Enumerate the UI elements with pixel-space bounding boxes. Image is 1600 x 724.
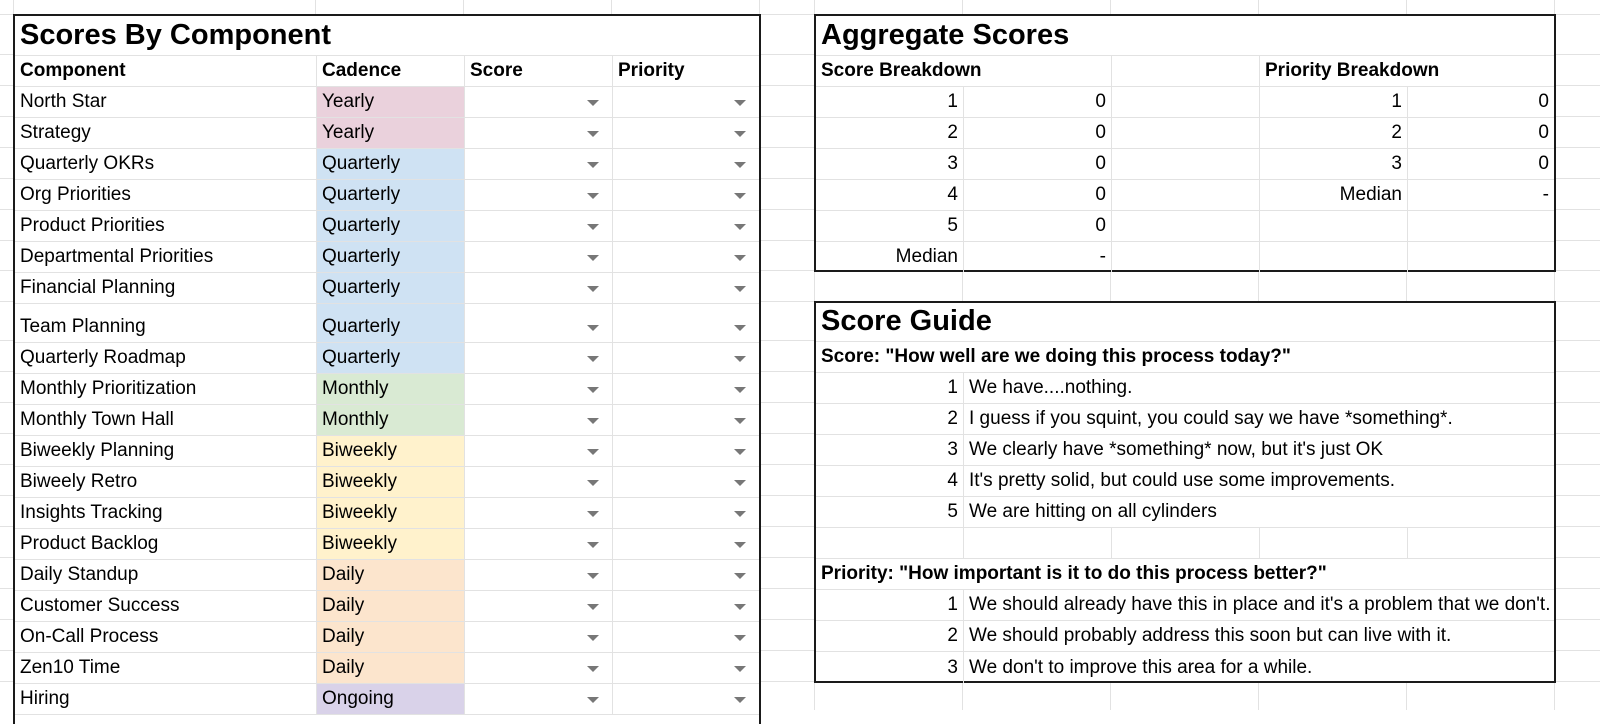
priority-breakdown-key: 3 (1260, 149, 1408, 180)
table-row (15, 467, 759, 498)
score-breakdown-count: 0 (964, 180, 1112, 211)
dropdown-arrow-icon[interactable] (734, 573, 746, 579)
score-dropdown[interactable] (465, 684, 613, 715)
score-dropdown[interactable] (465, 405, 613, 436)
dropdown-arrow-icon[interactable] (734, 697, 746, 703)
score-level-description: We are hitting on all cylinders (964, 497, 1554, 528)
dropdown-arrow-icon[interactable] (587, 356, 599, 362)
column-header-score: Score (465, 56, 613, 87)
dropdown-arrow-icon[interactable] (587, 573, 599, 579)
table-row (15, 436, 759, 467)
component-name: Monthly Prioritization (15, 374, 317, 405)
cadence-cell: Quarterly (317, 304, 465, 343)
priority-dropdown[interactable] (613, 653, 759, 684)
priority-dropdown[interactable] (613, 374, 759, 405)
priority-breakdown-count: 0 (1408, 118, 1554, 149)
score-guide-panel (814, 301, 1556, 683)
dropdown-arrow-icon[interactable] (587, 286, 599, 292)
table-row (15, 529, 759, 560)
score-level-description: It's pretty solid, but could use some improvements. (964, 466, 1554, 497)
table-row (15, 560, 759, 591)
priority-level: 1 (816, 590, 964, 621)
component-name: Strategy (15, 118, 317, 149)
score-dropdown[interactable] (465, 149, 613, 180)
dropdown-arrow-icon[interactable] (734, 635, 746, 641)
cadence-cell: Biweekly (317, 498, 465, 529)
priority-level-description: We should already have this in place and it's a problem that we don't. (964, 590, 1554, 621)
cadence-cell: Daily (317, 591, 465, 622)
cadence-cell: Quarterly (317, 149, 465, 180)
dropdown-arrow-icon[interactable] (734, 193, 746, 199)
dropdown-arrow-icon[interactable] (587, 193, 599, 199)
table-row (15, 211, 759, 242)
priority-breakdown-key: 1 (1260, 87, 1408, 118)
dropdown-arrow-icon[interactable] (587, 325, 599, 331)
component-name: Zen10 Time (15, 653, 317, 684)
score-breakdown-key: 2 (816, 118, 964, 149)
score-dropdown[interactable] (465, 304, 613, 343)
score-level: 4 (816, 466, 964, 497)
component-name: Biweekly Planning (15, 436, 317, 467)
table-row (15, 405, 759, 436)
score-breakdown-key: 1 (816, 87, 964, 118)
header-row (15, 56, 759, 87)
priority-breakdown-key: 2 (1260, 118, 1408, 149)
aggregate-row (816, 211, 1554, 242)
priority-level-description: We should probably address this soon but can live with it. (964, 621, 1554, 652)
cadence-cell: Yearly (317, 87, 465, 118)
score-dropdown[interactable] (465, 498, 613, 529)
priority-dropdown[interactable] (613, 498, 759, 529)
cadence-cell: Quarterly (317, 211, 465, 242)
score-dropdown[interactable] (465, 118, 613, 149)
component-name: Monthly Town Hall (15, 405, 317, 436)
component-name: Financial Planning (15, 273, 317, 304)
scores-by-component-table (13, 14, 761, 724)
cadence-cell: Monthly (317, 374, 465, 405)
score-dropdown[interactable] (465, 211, 613, 242)
score-breakdown-key: 4 (816, 180, 964, 211)
component-name: Hiring (15, 684, 317, 715)
aggregate-row (816, 118, 1554, 149)
dropdown-arrow-icon[interactable] (734, 131, 746, 137)
dropdown-arrow-icon[interactable] (734, 449, 746, 455)
cadence-cell: Biweekly (317, 467, 465, 498)
dropdown-arrow-icon[interactable] (587, 542, 599, 548)
score-question: Score: "How well are we doing this process today?" (816, 342, 1554, 373)
priority-guide-row (816, 652, 1554, 683)
dropdown-arrow-icon[interactable] (734, 356, 746, 362)
dropdown-arrow-icon[interactable] (587, 449, 599, 455)
component-name: Departmental Priorities (15, 242, 317, 273)
dropdown-arrow-icon[interactable] (587, 666, 599, 672)
dropdown-arrow-icon[interactable] (587, 162, 599, 168)
column-header-cadence: Cadence (317, 56, 465, 87)
component-name: Product Backlog (15, 529, 317, 560)
dropdown-arrow-icon[interactable] (587, 131, 599, 137)
cadence-cell: Biweekly (317, 529, 465, 560)
priority-level-description: We don't to improve this area for a while. (969, 657, 1313, 678)
aggregate-row (816, 180, 1554, 211)
dropdown-arrow-icon[interactable] (734, 418, 746, 424)
table-row (15, 304, 759, 343)
priority-dropdown[interactable] (613, 436, 759, 467)
dropdown-arrow-icon[interactable] (734, 255, 746, 261)
priority-breakdown-key (1260, 241, 1408, 272)
score-level-description: We clearly have *something* now, but it's just OK (964, 435, 1554, 466)
component-name: Customer Success (15, 591, 317, 622)
component-name: Org Priorities (15, 180, 317, 211)
table-title: Scores By Component (15, 16, 759, 56)
priority-guide-row (816, 590, 1554, 621)
score-guide-row (816, 435, 1554, 466)
dropdown-arrow-icon[interactable] (734, 542, 746, 548)
score-dropdown[interactable] (465, 653, 613, 684)
score-level: 5 (816, 497, 964, 528)
aggregate-scores-panel (814, 14, 1556, 272)
score-dropdown[interactable] (465, 529, 613, 560)
priority-dropdown[interactable] (613, 343, 759, 374)
dropdown-arrow-icon[interactable] (734, 666, 746, 672)
score-dropdown[interactable] (465, 560, 613, 591)
table-row (15, 374, 759, 405)
dropdown-arrow-icon[interactable] (587, 511, 599, 517)
score-dropdown[interactable] (465, 622, 613, 653)
table-row (15, 684, 759, 715)
priority-dropdown[interactable] (613, 273, 759, 304)
score-breakdown-key: 3 (816, 149, 964, 180)
dropdown-arrow-icon[interactable] (587, 387, 599, 393)
dropdown-arrow-icon[interactable] (587, 697, 599, 703)
score-level: 2 (816, 404, 964, 435)
cadence-cell: Daily (317, 622, 465, 653)
score-guide-row (816, 404, 1554, 435)
score-dropdown[interactable] (465, 591, 613, 622)
priority-dropdown[interactable] (613, 560, 759, 591)
dropdown-arrow-icon[interactable] (587, 100, 599, 106)
score-breakdown-count: 0 (964, 149, 1112, 180)
priority-breakdown-count: 0 (1408, 87, 1554, 118)
aggregate-row (816, 87, 1554, 118)
score-breakdown-key: 5 (816, 211, 964, 242)
component-name: Team Planning (15, 304, 317, 343)
priority-dropdown[interactable] (613, 87, 759, 118)
priority-breakdown-key: Median (1260, 180, 1408, 211)
dropdown-arrow-icon[interactable] (587, 224, 599, 230)
score-dropdown[interactable] (465, 242, 613, 273)
dropdown-arrow-icon[interactable] (587, 635, 599, 641)
dropdown-arrow-icon[interactable] (734, 100, 746, 106)
component-name: Quarterly Roadmap (15, 343, 317, 374)
column-header-component: Component (15, 56, 317, 87)
cadence-cell: Daily (317, 560, 465, 591)
cadence-cell: Biweekly (317, 436, 465, 467)
dropdown-arrow-icon[interactable] (734, 480, 746, 486)
score-guide-row (816, 466, 1554, 497)
component-name: North Star (15, 87, 317, 118)
dropdown-arrow-icon[interactable] (587, 255, 599, 261)
dropdown-arrow-icon[interactable] (734, 511, 746, 517)
dropdown-arrow-icon[interactable] (734, 604, 746, 610)
score-dropdown[interactable] (465, 436, 613, 467)
priority-breakdown-count (1408, 241, 1554, 272)
table-row (15, 622, 759, 653)
cadence-cell: Quarterly (317, 242, 465, 273)
dropdown-arrow-icon[interactable] (734, 162, 746, 168)
score-dropdown[interactable] (465, 87, 613, 118)
table-row (15, 343, 759, 374)
component-name: Quarterly OKRs (15, 149, 317, 180)
table-row (15, 273, 759, 304)
cadence-cell: Yearly (317, 118, 465, 149)
dropdown-arrow-icon[interactable] (734, 224, 746, 230)
priority-dropdown[interactable] (613, 405, 759, 436)
priority-dropdown[interactable] (613, 242, 759, 273)
score-dropdown[interactable] (465, 467, 613, 498)
priority-breakdown-count: 0 (1408, 149, 1554, 180)
table-row (15, 498, 759, 529)
score-guide-row (816, 497, 1554, 528)
score-level: 1 (816, 373, 964, 404)
score-dropdown[interactable] (465, 343, 613, 374)
column-header-priority: Priority (613, 56, 759, 87)
score-level-description: I guess if you squint, you could say we have *something*. (964, 404, 1554, 435)
component-name: Biweely Retro (15, 467, 317, 498)
table-row (15, 118, 759, 149)
score-dropdown[interactable] (465, 180, 613, 211)
priority-breakdown-key (1260, 211, 1408, 242)
priority-dropdown[interactable] (613, 118, 759, 149)
aggregate-row (816, 149, 1554, 180)
priority-dropdown[interactable] (613, 180, 759, 211)
score-breakdown-count: 0 (964, 87, 1112, 118)
component-name: On-Call Process (15, 622, 317, 653)
dropdown-arrow-icon[interactable] (734, 325, 746, 331)
dropdown-arrow-icon[interactable] (734, 387, 746, 393)
score-level: 3 (816, 435, 964, 466)
dropdown-arrow-icon[interactable] (587, 418, 599, 424)
priority-dropdown[interactable] (613, 304, 759, 343)
dropdown-arrow-icon[interactable] (587, 480, 599, 486)
table-row (15, 180, 759, 211)
score-breakdown-label: Score Breakdown (816, 56, 1112, 87)
priority-dropdown[interactable] (613, 467, 759, 498)
score-breakdown-key: Median (816, 241, 964, 272)
cadence-cell: Daily (317, 653, 465, 684)
score-breakdown-count: 0 (964, 118, 1112, 149)
cadence-cell: Quarterly (317, 273, 465, 304)
cadence-cell: Monthly (317, 405, 465, 436)
priority-question: Priority: "How important is it to do this process better?" (816, 559, 1554, 590)
component-name: Insights Tracking (15, 498, 317, 529)
score-breakdown-count: 0 (964, 211, 1112, 242)
table-row (15, 653, 759, 684)
priority-breakdown-label: Priority Breakdown (1260, 56, 1554, 87)
table-row (15, 149, 759, 180)
priority-dropdown[interactable] (613, 149, 759, 180)
priority-breakdown-count: - (1408, 180, 1554, 211)
priority-breakdown-count (1408, 211, 1554, 242)
table-row (15, 591, 759, 622)
dropdown-arrow-icon[interactable] (587, 604, 599, 610)
score-dropdown[interactable] (465, 273, 613, 304)
cadence-cell: Quarterly (317, 180, 465, 211)
cadence-cell: Quarterly (317, 343, 465, 374)
priority-dropdown[interactable] (613, 684, 759, 715)
dropdown-arrow-icon[interactable] (734, 286, 746, 292)
score-breakdown-count: - (964, 241, 1112, 272)
score-dropdown[interactable] (465, 374, 613, 405)
priority-level: 3 (816, 652, 964, 683)
priority-guide-row (816, 621, 1554, 652)
priority-dropdown[interactable] (613, 591, 759, 622)
score-guide-row (816, 373, 1554, 404)
aggregate-title: Aggregate Scores (816, 16, 1554, 56)
priority-dropdown[interactable] (613, 622, 759, 653)
cadence-cell: Ongoing (317, 684, 465, 715)
priority-dropdown[interactable] (613, 529, 759, 560)
score-guide-title: Score Guide (816, 303, 1554, 342)
score-level-description: We have....nothing. (964, 373, 1554, 404)
aggregate-row (816, 241, 1554, 272)
priority-dropdown[interactable] (613, 211, 759, 242)
table-row (15, 87, 759, 118)
component-name: Daily Standup (15, 560, 317, 591)
table-row (15, 242, 759, 273)
component-name: Product Priorities (15, 211, 317, 242)
priority-level: 2 (816, 621, 964, 652)
